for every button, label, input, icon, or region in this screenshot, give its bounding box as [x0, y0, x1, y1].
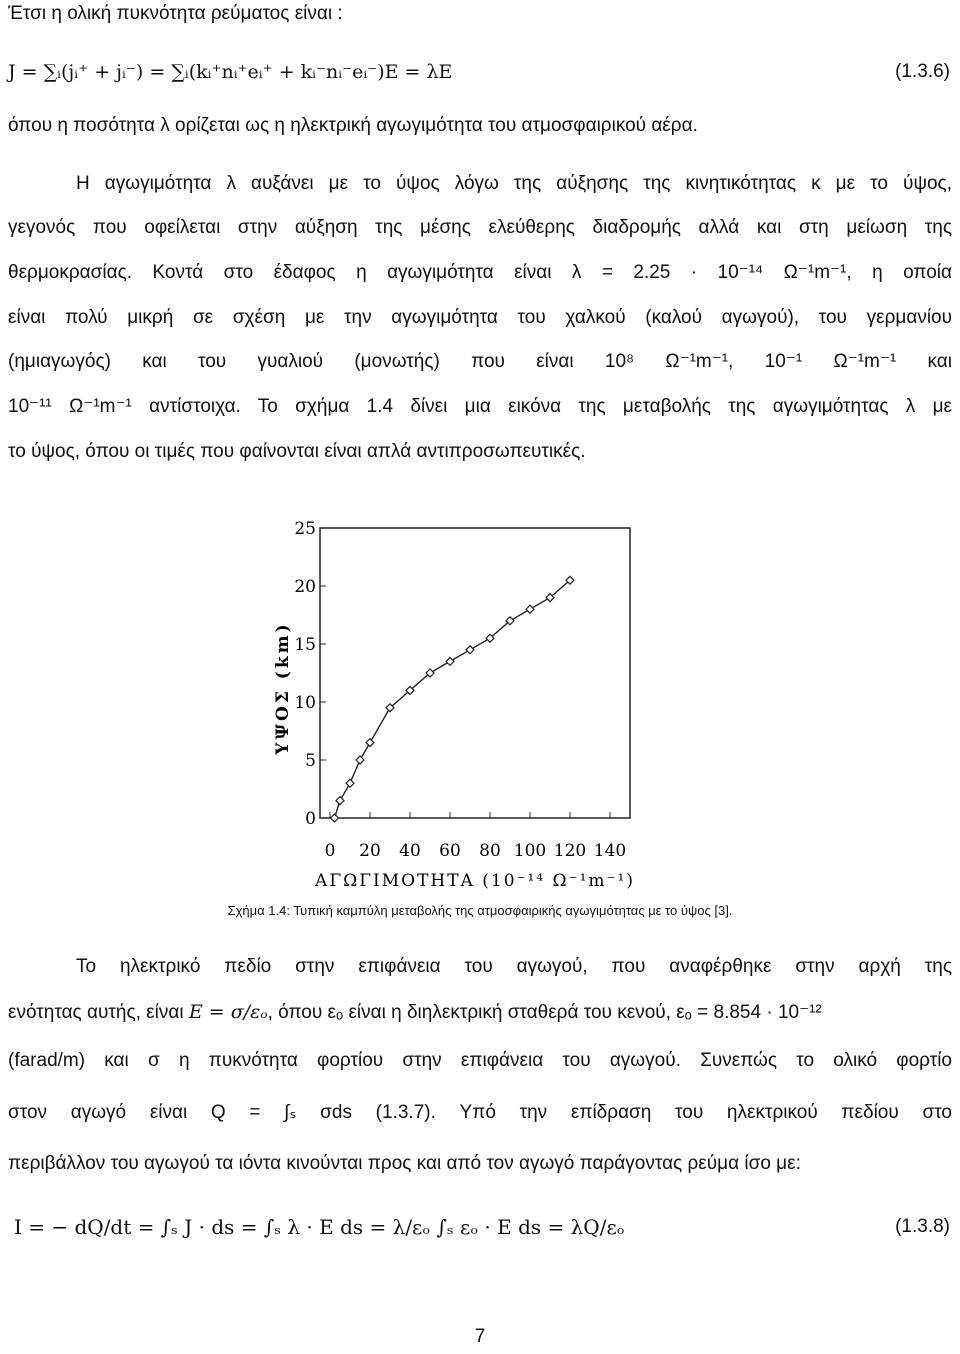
- equation-1-3-6: J = ∑ᵢ(jᵢ⁺ + jᵢ⁻) = ∑ᵢ(kᵢ⁺nᵢ⁺eᵢ⁺ + kᵢ⁻nᵢ⁻eᵢ⁻)E = λE: [8, 61, 453, 83]
- plot-frame: [320, 528, 630, 818]
- paragraph2-line4: είναι πολύ μικρή σε σχέση με την αγωγιμότητα του χαλκού (καλού αγωγού), του γερμανίου: [8, 307, 952, 328]
- paragraph3-line1: Το ηλεκτρικό πεδίο στην επιφάνεια του αγωγού, που αναφέρθηκε στην αρχή της: [76, 956, 952, 977]
- y-tick-label: 20: [294, 577, 316, 597]
- x-tick-label: 20: [359, 841, 381, 861]
- data-point-marker: [466, 646, 474, 654]
- data-point-marker: [356, 756, 364, 764]
- y-tick-label: 5: [305, 751, 316, 771]
- equation-1-3-8: I = − dQ/dt = ∫ₛ J · ds = ∫ₛ λ · E ds = λ/εₒ ∫ₛ εₒ · E ds = λQ/εₒ: [14, 1215, 625, 1239]
- data-point-marker: [526, 605, 534, 613]
- paragraph2-line2: γεγονός που οφείλεται στην αύξηση της μέσης ελεύθερης διαδρομής αλλά και στη μείωση της: [8, 217, 952, 238]
- paragraph3-line5: περιβάλλον του αγωγού τα ιόντα κινούνται προς και από τον αγωγό παράγοντας ρεύμα ίσο με:: [8, 1153, 801, 1174]
- conductivity-altitude-chart: [250, 518, 670, 898]
- x-tick-label: 60: [439, 841, 461, 861]
- paragraph2-line7: το ύψος, όπου οι τιμές που φαίνονται είναι απλά αντιπροσωπευτικές.: [8, 441, 586, 462]
- paragraph3-line3: (farad/m) και σ η πυκνότητα φορτίου στην επιφάνεια του αγωγού. Συνεπώς το ολικό φορτίο: [8, 1050, 952, 1071]
- paragraph2-line5: (ημιαγωγός) και του γυαλιού (μονωτής) που είναι 10⁸ Ω⁻¹m⁻¹, 10⁻¹ Ω⁻¹m⁻¹ και: [8, 351, 952, 372]
- lambda-definition: όπου η ποσότητα λ ορίζεται ως η ηλεκτρική αγωγιμότητα του ατμοσφαιρικού αέρα.: [8, 115, 698, 136]
- paragraph2-line1: Η αγωγιμότητα λ αυξάνει με το ύψος λόγω της αύξησης της κινητικότητας κ με το ύψος,: [76, 173, 952, 194]
- x-tick-label: 120: [553, 841, 587, 861]
- x-tick-label: 80: [479, 841, 501, 861]
- x-tick-label: 0: [324, 841, 336, 861]
- y-tick-label: 0: [305, 809, 316, 829]
- figure-caption: Σχήμα 1.4: Τυπική καμπύλη μεταβολής της ατμοσφαιρικής αγωγιμότητας με το ύψος [3].: [227, 903, 733, 918]
- conductivity-curve: [335, 580, 571, 818]
- x-tick-label: 100: [513, 841, 547, 861]
- x-tick-label: 40: [399, 841, 421, 861]
- paragraph2-line6: 10⁻¹¹ Ω⁻¹m⁻¹ αντίστοιχα. Το σχήμα 1.4 δίνει μια εικόνα της μεταβολής της αγωγιμότητας λ με: [8, 396, 952, 417]
- data-point-marker: [336, 797, 344, 805]
- paragraph3-line4: στον αγωγό είναι Q = ∫ₛ σds (1.3.7). Υπό την επίδραση του ηλεκτρικού πεδίου στο: [8, 1102, 952, 1123]
- y-tick-label: 10: [294, 693, 316, 713]
- y-axis-label: ΥΨΟΣ (km): [273, 621, 293, 755]
- data-point-marker: [346, 779, 354, 787]
- paragraph3-line2: [8, 1000, 822, 1025]
- data-point-marker: [366, 739, 374, 747]
- data-point-marker: [446, 657, 454, 665]
- field-equation: E = σ/εₒ: [188, 1001, 268, 1023]
- x-tick-label: 140: [593, 841, 627, 861]
- data-point-marker: [331, 814, 339, 822]
- y-tick-label: 15: [294, 635, 316, 655]
- paragraph2-line3: θερμοκρασίας. Κοντά στο έδαφος η αγωγιμότητα είναι λ = 2.25 · 10⁻¹⁴ Ω⁻¹m⁻¹, η οποία: [8, 262, 952, 283]
- equation-number-1-3-6: (1.3.6): [895, 61, 950, 82]
- x-axis-label: ΑΓΩΓΙΜΟΤΗΤΑ (10⁻¹⁴ Ω⁻¹m⁻¹): [315, 871, 635, 891]
- paragraph3-line2-end: , όπου εₒ είναι η διηλεκτρική σταθερά του κενού, εₒ = 8.854 · 10⁻¹²: [267, 1002, 822, 1023]
- equation-number-1-3-8: (1.3.8): [895, 1216, 950, 1237]
- page-number: 7: [474, 1326, 486, 1347]
- y-tick-label: 25: [294, 519, 316, 539]
- intro-text: Έτσι η ολική πυκνότητα ρεύματος είναι :: [8, 3, 343, 24]
- paragraph3-line2-start: ενότητας αυτής, είναι: [8, 1002, 184, 1023]
